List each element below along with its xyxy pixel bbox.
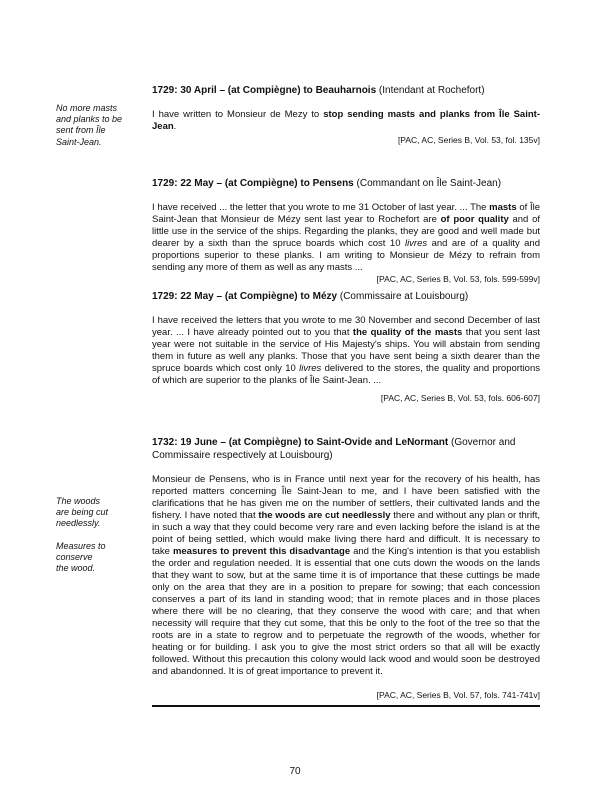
margin-note-line: sent from Île: [56, 125, 106, 136]
letter-entry: [152, 84, 540, 146]
body-text: that you sent last year were not suitable in the service of His Majesty's ships. You will abstain from sending them in future as well any planks. Those that you have sent being a sixth dearer than the spruce boards which cost only 10: [152, 327, 540, 374]
entry-role: (Intendant at Rochefort): [378, 85, 485, 96]
body-text: I have written to Monsieur de Mezy to: [152, 109, 324, 120]
emphasized-text: stop sending masts and planks from Île Saint-Jean: [152, 109, 540, 132]
entry-date: 1729: 22 May: [152, 178, 214, 189]
letter-entry: [152, 177, 540, 285]
margin-note-line: Saint-Jean.: [56, 136, 102, 147]
entry-body: [152, 315, 540, 387]
emphasized-text: of poor quality: [440, 214, 509, 225]
entry-heading: [152, 177, 540, 190]
entry-body: [152, 109, 540, 133]
margin-note-line: The woods: [56, 496, 101, 506]
margin-note-line: and planks to be: [56, 114, 123, 125]
entry-route: – (at Compiègne) to Saint-Ovide and LeNormant: [220, 437, 449, 448]
entry-citation: [PAC, AC, Series B, Vol. 53, fols. 599-599v]: [376, 274, 540, 284]
entry-role: (Governor and Commissaire respectively at Louisbourg): [152, 437, 516, 461]
footer-rule: [152, 705, 540, 707]
margin-note-line: the wood.: [56, 563, 96, 574]
margin-note-line: conserve: [56, 552, 93, 563]
entry-heading: [152, 436, 540, 462]
margin-note: [56, 496, 138, 530]
letter-entry: [152, 436, 540, 701]
entry-heading: [152, 290, 540, 303]
body-text: I have received ... the letter that you wrote to me 31 October of last year. ... The: [152, 202, 490, 213]
body-text: and are of a quality and proportions superior to these planks. I am writing to Monsieur de Mézy to refrain from sending any more of them as well as any masts ...: [152, 238, 541, 273]
emphasized-text: masts: [489, 202, 517, 213]
entry-route: – (at Compiègne) to Beauharnois: [219, 85, 377, 96]
entry-role: (Commandant on Île Saint-Jean): [356, 178, 502, 189]
emphasized-text: the woods are cut needlessly: [258, 510, 391, 521]
entry-date: 1732: 19 June: [152, 437, 218, 448]
entry-citation: [PAC, AC, Series B, Vol. 53, fols. 606-607]: [380, 393, 540, 403]
body-text: I have received the letters that you wrote to me 30 November and second December of last year. ... I have already pointed out to you that: [152, 315, 540, 338]
entry-citation: [PAC, AC, Series B, Vol. 57, fols. 741-741v]: [376, 690, 540, 700]
body-text: and of little use in the service of the ships. Regarding the planks, they are good and well made but dearer by a sixth than the spruce boards which cost 10: [152, 214, 540, 249]
margin-note-line: No more masts: [56, 103, 118, 113]
entry-date: 1729: 22 May: [152, 291, 214, 302]
italic-term: livres: [299, 363, 322, 374]
body-text: there and without any plan or thrift, in such a way that they could become very rare and even lacking before the island is at the point of being settled, which would make living there hard and difficult. It is necessary to take: [152, 510, 540, 557]
body-text: and the King's intention is that you establish the order and regulation needed. It is essential that one cuts down the woods on the lands that they want to sow, but at the same time it is of importance that these cuttings be made only on the area that they are in a position to prepare for sowing; that each concession conserves a part of its land in standing wood; that in remote places and in those places where there will be no clearing, that they conserve the wood with care; and that when necessity will require that they cut some, that this be only to the foot of the tree so that the roots are in a state to regrow and to perpetuate the regrowth of the woods, whether for heating or for building. I ask you to give the most strict orders so that all will be exactly followed. Without this precaution this colony would lack wood and would soon be destroyed and abandonned. It is of great importance to prevent it.: [152, 546, 540, 677]
entry-date: 1729: 30 April: [152, 85, 217, 96]
page-number: 70: [289, 766, 301, 777]
emphasized-text: the quality of the masts: [352, 327, 463, 338]
body-text: of Île Saint-Jean that Monsieur de Mézy sent last year to Rochefort are: [152, 202, 540, 225]
body-text: Monsieur de Pensens, who is in France until next year for the recovery of his health, has reported matters concerning Île Saint-Jean to me, and I have been satisfied with the clarifications that he has given me on the number of settlers, their cultivated lands and the fishery. I have noted that: [152, 474, 540, 521]
entry-route: – (at Compiègne) to Pensens: [216, 178, 354, 189]
body-text: .: [173, 121, 177, 132]
letter-entry: [152, 290, 540, 404]
margin-note-line: are being cut: [56, 507, 109, 518]
entry-body: [152, 202, 540, 274]
margin-note-line: Measures to: [56, 541, 106, 551]
entry-heading: [152, 84, 540, 97]
entry-route: – (at Compiègne) to Mézy: [216, 291, 338, 302]
italic-term: livres: [404, 238, 428, 249]
entry-citation: [PAC, AC, Series B, Vol. 53, fol. 135v]: [397, 135, 540, 145]
body-text: delivered to the stores, the quality and proportions of which are superior to the planks of Île Saint-Jean. ...: [152, 363, 540, 386]
margin-note: [56, 103, 138, 148]
entry-body: [152, 474, 540, 678]
margin-note: [56, 541, 138, 575]
entry-role: (Commissaire at Louisbourg): [339, 291, 469, 302]
emphasized-text: measures to prevent this disadvantage: [172, 546, 351, 557]
margin-note-line: needlessly.: [56, 518, 101, 529]
